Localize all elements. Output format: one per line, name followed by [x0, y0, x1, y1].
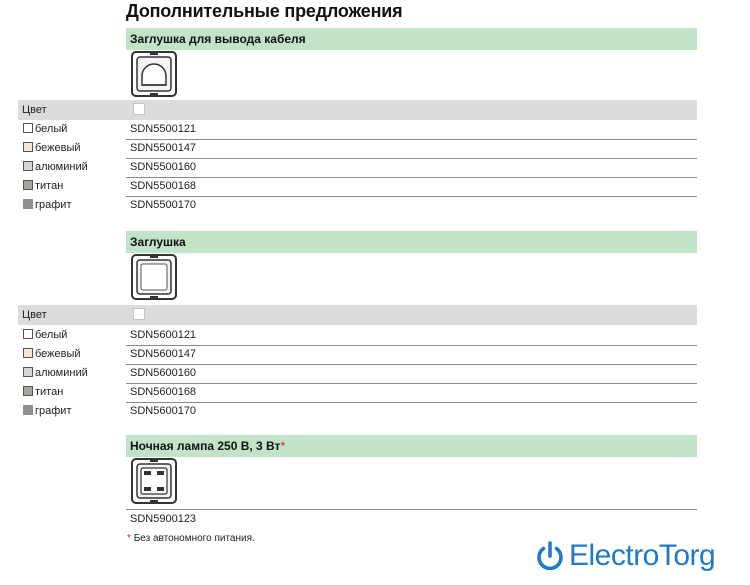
product-code: SDN5600168	[130, 386, 197, 398]
product-code: SDN5500147	[130, 142, 197, 154]
color-swatch-white	[23, 123, 33, 133]
color-label-titan: титан	[23, 383, 63, 402]
color-swatch-graphite	[23, 405, 33, 415]
product-code: SDN5500170	[130, 199, 197, 211]
night-lamp-icon	[130, 457, 178, 505]
row-divider	[126, 402, 697, 403]
asterisk-mark: *	[127, 533, 131, 544]
product-code: SDN5500160	[130, 161, 197, 173]
section-title: Заглушка для вывода кабеля	[130, 32, 306, 46]
color-label-titan: титан	[23, 177, 63, 196]
color-label-aluminium: алюминий	[23, 158, 88, 177]
color-swatch-beige	[23, 142, 33, 152]
color-label-white: белый	[23, 120, 67, 139]
color-label-graphite: графит	[23, 196, 71, 215]
electrotorg-logo	[534, 538, 715, 574]
row-divider	[126, 383, 697, 384]
section-title: Ночная лампа 250 В, 3 Вт	[130, 439, 281, 453]
row-divider	[126, 509, 697, 510]
color-swatch-header	[133, 308, 145, 320]
row-divider	[126, 345, 697, 346]
product-code: SDN5600121	[130, 329, 197, 341]
section-header-cable-outlet	[126, 28, 697, 50]
product-code: SDN5600147	[130, 348, 197, 360]
cable-outlet-plate-icon	[130, 50, 178, 98]
footnote	[127, 533, 255, 544]
color-header-label: Цвет	[22, 309, 47, 321]
color-label-graphite: графит	[23, 402, 71, 421]
row-divider	[126, 158, 697, 159]
color-swatch-white	[23, 329, 33, 339]
color-header-label: Цвет	[22, 104, 47, 116]
color-swatch-header	[133, 103, 145, 115]
color-label-aluminium: алюминий	[23, 364, 88, 383]
row-divider	[126, 364, 697, 365]
color-swatch-titan	[23, 180, 33, 190]
power-icon	[534, 540, 566, 572]
blank-plate-icon	[130, 253, 178, 301]
color-swatch-titan	[23, 386, 33, 396]
color-header-bar	[18, 100, 697, 120]
color-label-beige: бежевый	[23, 139, 81, 158]
row-divider	[126, 177, 697, 178]
footnote-text: Без автономного питания.	[133, 533, 255, 544]
asterisk-mark: *	[280, 439, 286, 453]
product-code: SDN5600160	[130, 367, 197, 379]
row-divider	[126, 196, 697, 197]
color-header-bar	[18, 305, 697, 325]
color-swatch-aluminium	[23, 367, 33, 377]
color-swatch-graphite	[23, 199, 33, 209]
product-code: SDN5600170	[130, 405, 197, 417]
color-swatch-beige	[23, 348, 33, 358]
row-divider	[126, 139, 697, 140]
product-code: SDN5500121	[130, 123, 197, 135]
color-label-white: белый	[23, 326, 67, 345]
section-header-night-lamp	[126, 435, 697, 457]
color-label-beige: бежевый	[23, 345, 81, 364]
product-code: SDN5500168	[130, 180, 197, 192]
product-code: SDN5900123	[130, 513, 197, 525]
logo-text: ElectroTorg	[569, 539, 716, 572]
section-header-blank-plate	[126, 231, 697, 253]
section-title: Заглушка	[130, 235, 186, 249]
page-title: Дополнительные предложения	[126, 1, 403, 21]
color-swatch-aluminium	[23, 161, 33, 171]
